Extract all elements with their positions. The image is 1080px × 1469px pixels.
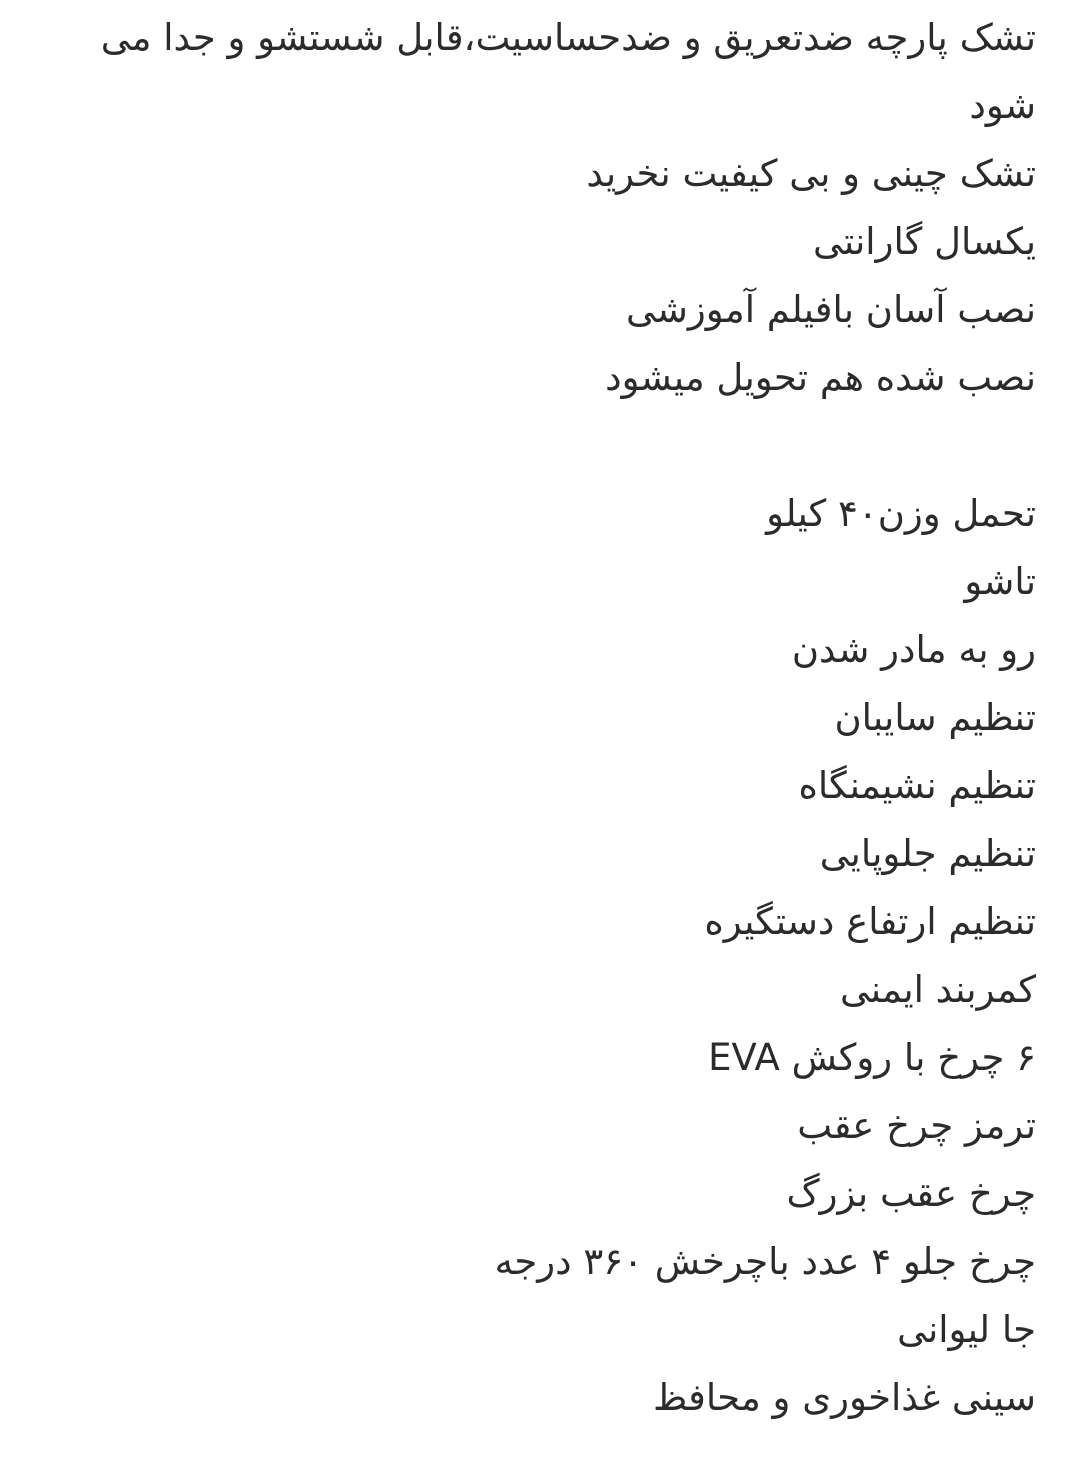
intro-section bbox=[76, 4, 1036, 412]
fabric-mattress-line: تشک پارچه ضدتعریق و ضدحساسیت،قابل شستشو و جدا می شود bbox=[100, 16, 1036, 127]
feature-line-handle-height: تنظیم ارتفاع دستگیره bbox=[704, 900, 1036, 943]
feature-line-cup-holder: جا لیوانی bbox=[897, 1308, 1036, 1351]
quality-warning-line: تشک چینی و بی کیفیت نخرید bbox=[586, 152, 1036, 195]
easy-install-line: نصب آسان بافیلم آموزشی bbox=[626, 288, 1036, 331]
feature-line-front-wheels: چرخ جلو ۴ عدد باچرخش ۳۶۰ درجه bbox=[494, 1240, 1036, 1283]
product-description bbox=[76, 4, 1036, 1432]
installed-delivery-line: نصب شده هم تحویل میشود bbox=[605, 356, 1036, 399]
feature-line-eva-wheels: ۶ چرخ با روکش EVA bbox=[708, 1036, 1036, 1079]
feature-line-tray: سینی غذاخوری و محافظ bbox=[653, 1376, 1036, 1419]
feature-line-parent-facing: رو به مادر شدن bbox=[791, 628, 1036, 671]
features-section bbox=[76, 480, 1036, 1432]
feature-line-big-rear-wheel: چرخ عقب بزرگ bbox=[786, 1172, 1036, 1215]
feature-line-canopy: تنظیم سایبان bbox=[834, 696, 1036, 739]
blank-line bbox=[76, 412, 1036, 480]
feature-line-seat: تنظیم نشیمنگاه bbox=[798, 764, 1036, 807]
warranty-line: یکسال گارانتی bbox=[813, 220, 1036, 263]
feature-line-footrest: تنظیم جلوپایی bbox=[819, 832, 1036, 875]
feature-line-rear-brake: ترمز چرخ عقب bbox=[797, 1104, 1036, 1147]
feature-line-foldable: تاشو bbox=[964, 560, 1036, 603]
feature-line-weight: تحمل وزن۴۰ کیلو bbox=[766, 492, 1036, 535]
feature-line-seatbelt: کمربند ایمنی bbox=[839, 968, 1036, 1011]
